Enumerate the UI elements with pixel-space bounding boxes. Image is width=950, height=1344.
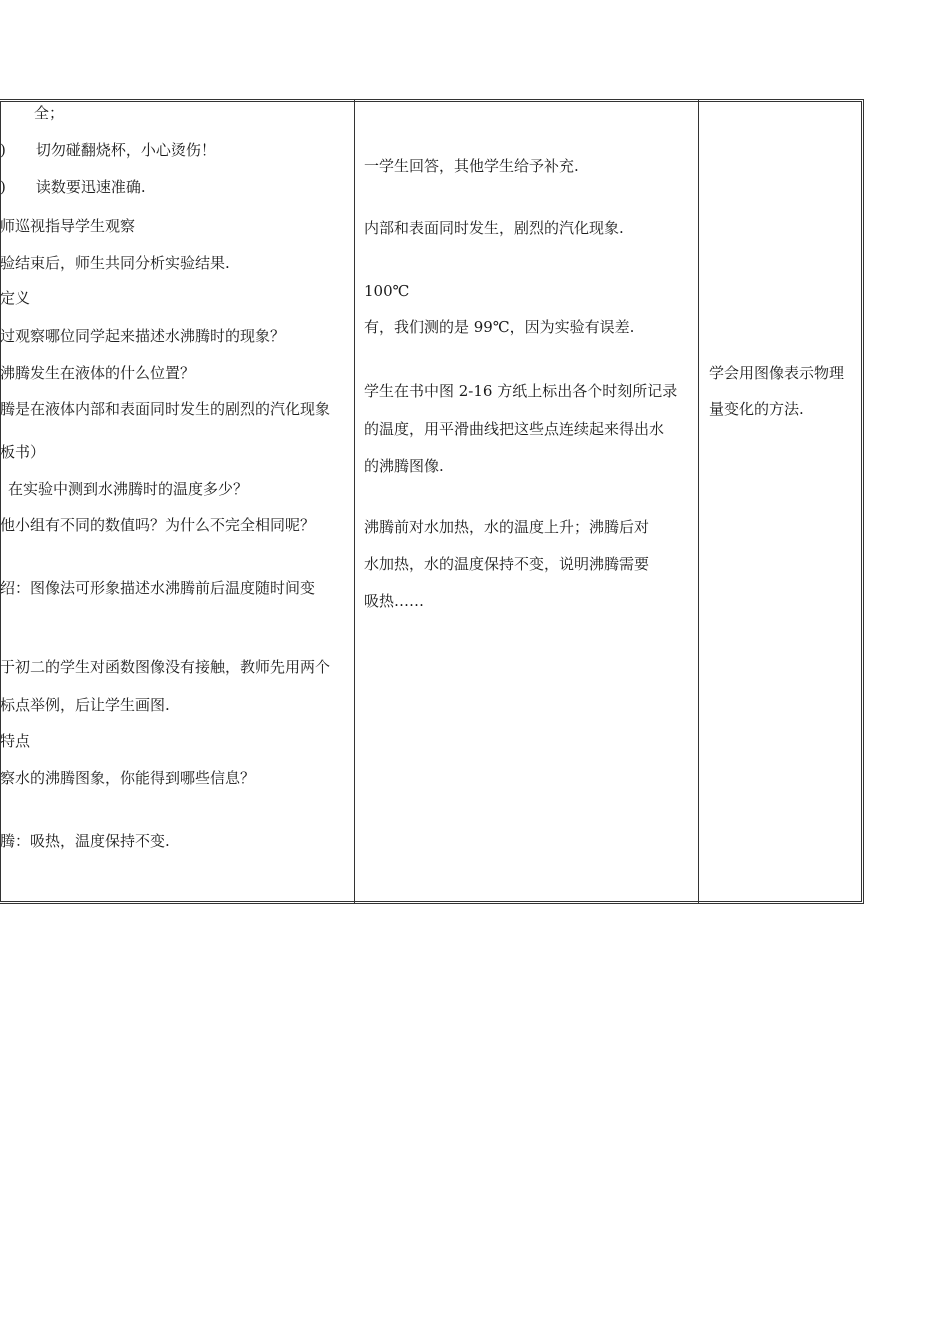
text-line: 验结束后，师生共同分析实验结果. — [0, 254, 230, 272]
text-line: 水加热，水的温度保持不变，说明沸腾需要 — [364, 555, 650, 573]
text-line: 一学生回答，其他学生给予补充. — [364, 157, 579, 175]
text-line: 的沸腾图像. — [364, 457, 444, 475]
section-heading: 定义 — [0, 289, 31, 307]
text-line: 的温度，用平滑曲线把这些点连续起来得出水 — [364, 420, 665, 438]
text-line: 板书） — [0, 443, 46, 461]
text-line: 100℃ — [364, 282, 410, 300]
section-heading: 特点 — [0, 732, 31, 750]
text-line: 腾：吸热，温度保持不变. — [0, 832, 170, 850]
text-line: 他小组有不同的数值吗？为什么不完全相同呢？ — [0, 516, 316, 534]
text-line: 学生在书中图 2-16 方纸上标出各个时刻所记录 — [364, 382, 678, 400]
text-line: 过观察哪位同学起来描述水沸腾时的现象？ — [0, 327, 286, 345]
text-line: 内部和表面同时发生，剧烈的汽化现象. — [364, 219, 624, 237]
text-line: ) 读数要迅速准确. — [0, 178, 146, 196]
teacher-activity-cell — [0, 99, 354, 904]
text-line: 沸腾前对水加热，水的温度上升；沸腾后对 — [364, 518, 650, 536]
text-line: 察水的沸腾图象，你能得到哪些信息？ — [0, 769, 256, 787]
text-line: 绍：图像法可形象描述水沸腾前后温度随时间变 — [0, 579, 316, 597]
text-line: 腾是在液体内部和表面同时发生的剧烈的汽化现象 — [0, 400, 331, 418]
text-line: 沸腾发生在液体的什么位置？ — [0, 364, 196, 382]
text-line: 在实验中测到水沸腾时的温度多少？ — [8, 480, 249, 498]
text-line: 量变化的方法. — [709, 400, 804, 418]
design-intent-cell — [699, 99, 863, 904]
text-line: 师巡视指导学生观察 — [0, 217, 136, 235]
text-line: 全； — [34, 104, 65, 122]
student-activity-cell — [355, 99, 698, 904]
text-line: 有，我们测的是 99℃，因为实验有误差. — [364, 318, 635, 336]
text-line: 标点举例，后让学生画图. — [0, 696, 170, 714]
text-line: 吸热…… — [364, 592, 425, 610]
text-line: ) 切勿碰翻烧杯，小心烫伤！ — [0, 141, 216, 159]
text-line: 学会用图像表示物理 — [709, 364, 845, 382]
text-line: 于初二的学生对函数图像没有接触，教师先用两个 — [0, 658, 331, 676]
